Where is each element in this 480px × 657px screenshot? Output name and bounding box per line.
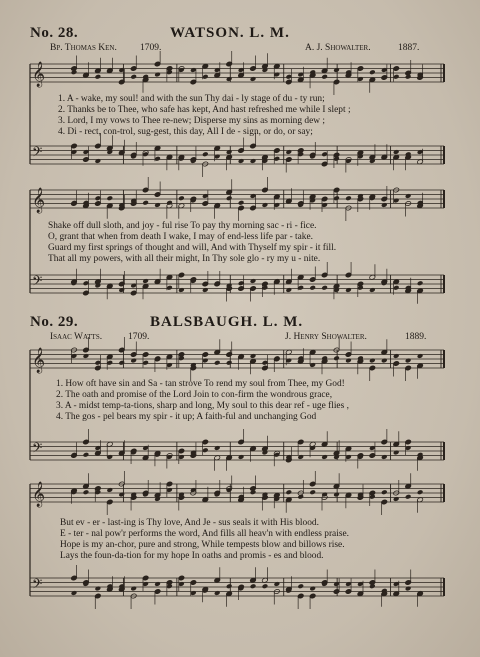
note-head [214,590,221,596]
note-head [381,202,388,208]
note-head [130,74,137,80]
note-head [154,581,161,587]
verse-block-3 [56,379,349,423]
note-head [321,454,328,460]
note-head [250,76,257,82]
note-head [285,489,292,495]
bass-clef: 𝄢 [32,273,43,292]
note-head [333,492,340,498]
lyric-line: 4. Di - rect, con-trol, sug-gest, this day, All I de - sign, or do, or say; [58,127,313,137]
note-head [417,280,424,286]
note-head [226,76,233,82]
note-head [417,489,424,495]
note-head [393,450,400,456]
bass-clef: 𝄢 [32,144,43,163]
hymn-number: No. 28. [30,25,79,41]
note-head [178,287,185,293]
note-head [417,353,424,359]
note-head [250,158,257,164]
note-head [369,358,376,364]
words-year: 1709. [140,43,162,53]
lyric-line: 4. The gos - pel bears my spir - it up; A faith-ful and unchanging God [56,412,317,422]
note-head [118,360,125,366]
note-head [285,287,292,293]
note-head [369,287,376,293]
words-credit: Isaac Watts. [50,332,103,342]
verse-block-2 [48,221,336,265]
bass-clef: 𝄢 [32,576,43,595]
note-head [321,74,328,80]
note-head [83,353,90,359]
note-head [226,360,233,366]
note-head [214,445,221,451]
lyric-line: Lays the foun-da-tion for my hope In oaths and promis - es and blood. [60,551,324,561]
note-head [393,496,400,502]
lyric-line: 2. Thanks be to Thee, who safe has kept, And hast refreshed me while I slept ; [58,105,351,115]
words-year: 1709. [128,332,150,342]
note-head [321,285,328,291]
note-head [130,358,137,364]
note-head [297,583,304,589]
note-head [333,67,340,73]
bass-clef: 𝄢 [32,440,43,459]
music-year: 1889. [405,332,427,342]
note-head [345,358,352,364]
note-head [226,195,233,201]
treble-clef: 𝄞 [32,62,46,87]
verse-block-4 [60,518,349,562]
lyric-line: That all my powers, with all their might, In Thy sole glo - ry my u - nite. [48,254,321,264]
note-head [118,492,125,498]
note-head [262,583,269,589]
hymn-title: BALSBAUGH. L. M. [150,314,304,330]
note-head [309,489,316,495]
note-head [226,583,233,589]
lyric-line: Guard my first springs of thought and will, And with Thyself my spir - it fill. [48,243,337,253]
note-head [95,74,102,80]
note-head [381,358,388,364]
note-head [345,287,352,293]
note-head [381,454,388,460]
note-head [142,278,149,284]
verse-block-1 [58,94,351,138]
note-head [154,202,161,208]
note-head [118,287,125,293]
note-head [381,489,388,495]
note-head [250,583,257,589]
note-head [393,149,400,155]
note-head [83,452,90,458]
lyric-line: 1. How oft have sin and Sa - tan strove To rend my soul from Thee, my God! [56,379,345,389]
lyric-line: 1. A - wake, my soul! and with the sun Thy dai - ly stage of du - ty run; [58,94,325,104]
music-year: 1887. [398,43,420,53]
note-head [405,193,412,199]
lyric-line: 3. A - midst temp-ta-tions, sharp and long, My soul to this dear ref - uge flies , [56,401,349,411]
lyric-line: E - ter - nal pow'r performs the word, And fills all heav'n with endless praise. [60,529,349,539]
note-head [274,581,281,587]
note-head [202,151,209,157]
note-head [309,285,316,291]
note-head [405,358,412,364]
note-head [142,200,149,206]
note-head [95,158,102,164]
note-head [405,586,412,592]
treble-clef: 𝄞 [32,482,46,507]
note-head [226,149,233,155]
note-head [106,195,113,201]
note-head [333,355,340,361]
note-head [238,454,245,460]
words-credit: Bp. Thomas Ken. [50,43,117,53]
note-head [285,149,292,155]
lyric-line: 2. The oath and promise of the Lord Join to con-firm the wondrous grace, [56,390,333,400]
note-head [309,586,316,592]
lyric-line: O, grant that when from death I wake, I may of end-less life par - take. [48,232,314,242]
note-head [202,287,209,293]
lyric-line: Shake off dull sloth, and joy - ful rise To pay thy morning sac - ri - fice. [48,221,317,231]
note-head [154,72,161,78]
note-head [262,202,269,208]
note-head [238,158,245,164]
note-head [369,69,376,75]
treble-clef: 𝄞 [32,188,46,213]
hymn-number: No. 29. [30,314,79,330]
note-head [238,200,245,206]
hymn-title: WATSON. L. M. [170,25,290,41]
note-head [83,489,90,495]
lyric-line: Hope is my an-chor, pure and strong, While tempests blow and billows rise. [60,540,345,550]
note-head [250,353,257,359]
lyric-line: But ev - er - last-ing is Thy love, And Je - sus seals it with His blood. [60,518,319,528]
note-head [250,278,257,284]
treble-clef: 𝄞 [32,348,46,373]
note-head [393,353,400,359]
note-head [297,454,304,460]
note-head [214,360,221,366]
music-credit: A. J. Showalter. [305,43,371,53]
note-head [71,590,78,596]
note-head [405,494,412,500]
music-credit: J. Henry Showalter. [285,332,367,342]
lyric-line: 3. Lord, I my vows to Thee re-new; Disperse my sins as morning dew ; [58,116,325,126]
note-head [95,586,102,592]
note-head [178,195,185,201]
note-head [130,586,137,592]
note-head [106,487,113,493]
note-head [345,195,352,201]
